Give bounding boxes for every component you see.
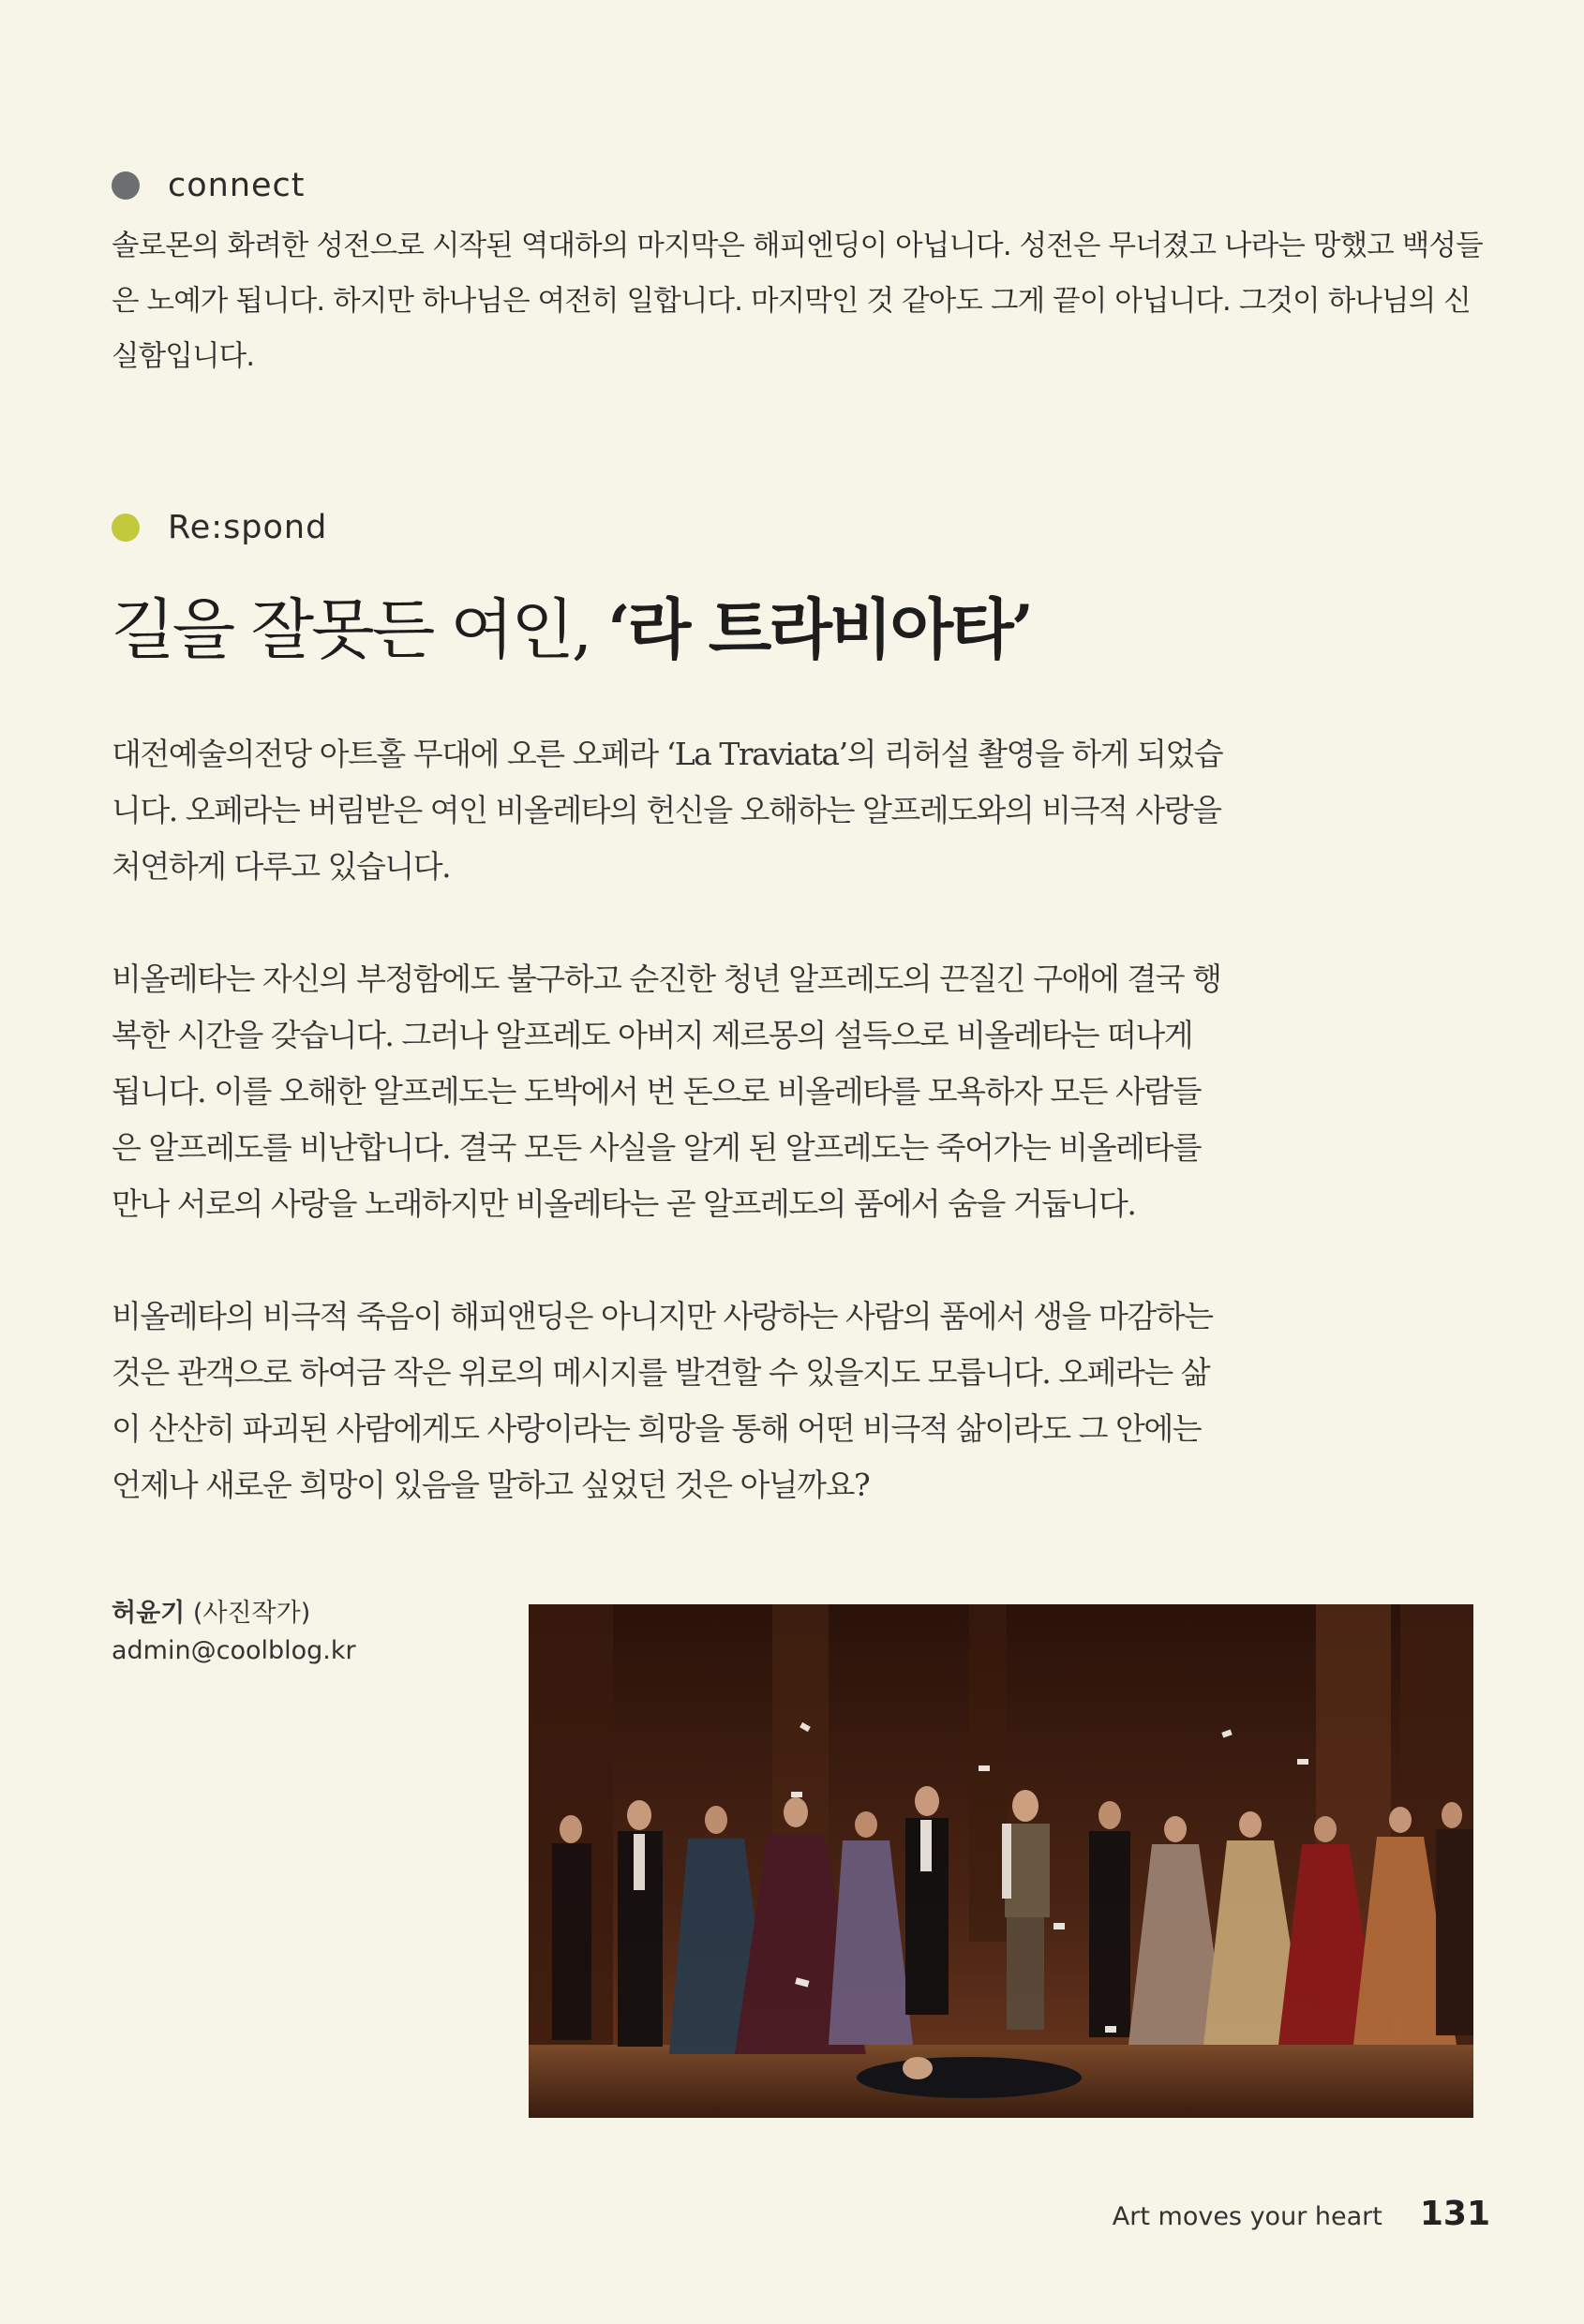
connect-label: connect bbox=[168, 167, 306, 204]
connect-bullet-icon bbox=[112, 171, 140, 200]
author-credit bbox=[112, 1595, 356, 1670]
page-footer bbox=[1113, 2195, 1490, 2233]
page-number: 131 bbox=[1419, 2195, 1490, 2233]
paragraph-2: 비올레타는 자신의 부정함에도 불구하고 순진한 청년 알프레도의 끈질긴 구애에 결국 행복한 시간을 갖습니다. 그러나 알프레도 아버지 제르몽의 설득으로 비올레타는 떠나게 됩니다. 이를 오해한 알프레도는 도박에서 번 돈으로 비올레타를 모욕하자 모든 사람들은 알프레도를 비난합니다. 결국 모든 사실을 알게 된 알프레도는 죽어가는 비올레타를 만나 서로의 사랑을 노래하지만 비올레타는 곧 알프레도의 품에서 숨을 거둡니다. bbox=[112, 961, 1221, 1222]
respond-bullet-icon bbox=[112, 514, 140, 542]
title-bold: ‘라 트라비아타’ bbox=[607, 590, 1032, 668]
respond-heading bbox=[112, 509, 327, 546]
article-title bbox=[112, 583, 1031, 677]
connect-heading bbox=[112, 167, 306, 204]
opera-scene-illustration bbox=[529, 1604, 1473, 2118]
connect-text: 솔로몬의 화려한 성전으로 시작된 역대하의 마지막은 해피엔딩이 아닙니다. 성전은 무너졌고 나라는 망했고 백성들은 노예가 됩니다. 하지만 하나님은 여전히 일합니다. 마지막인 것 같아도 그게 끝이 아닙니다. 그것이 하나님의 신실함입니다. bbox=[112, 230, 1483, 373]
respond-label: Re:spond bbox=[168, 509, 328, 546]
opera-stage-photo bbox=[529, 1604, 1473, 2118]
author-role: (사진작가) bbox=[192, 1599, 311, 1628]
paragraph-1: 대전예술의전당 아트홀 무대에 오른 오페라 ‘La Traviata’의 리허설 촬영을 하게 되었습니다. 오페라는 버림받은 여인 비올레타의 헌신을 오해하는 알프레도와의 비극적 사랑을 처연하게 다루고 있습니다. bbox=[112, 736, 1223, 885]
paragraph-3: 비올레타의 비극적 죽음이 해피앤딩은 아니지만 사랑하는 사람의 품에서 생을 마감하는 것은 관객으로 하여금 작은 위로의 메시지를 발견할 수 있을지도 모릅니다. 오페라는 삶이 산산히 파괴된 사람에게도 사랑이라는 희망을 통해 어떤 비극적 삶이라도 그 안에는 언제나 새로운 희망이 있음을 말하고 싶었던 것은 아닐까요? bbox=[112, 1298, 1213, 1503]
footer-tagline: Art moves your heart bbox=[1112, 2202, 1382, 2231]
title-plain: 길을 잘못든 여인, bbox=[112, 591, 608, 668]
author-email: admin@coolblog.kr bbox=[112, 1636, 356, 1665]
author-name: 허윤기 bbox=[112, 1599, 186, 1628]
